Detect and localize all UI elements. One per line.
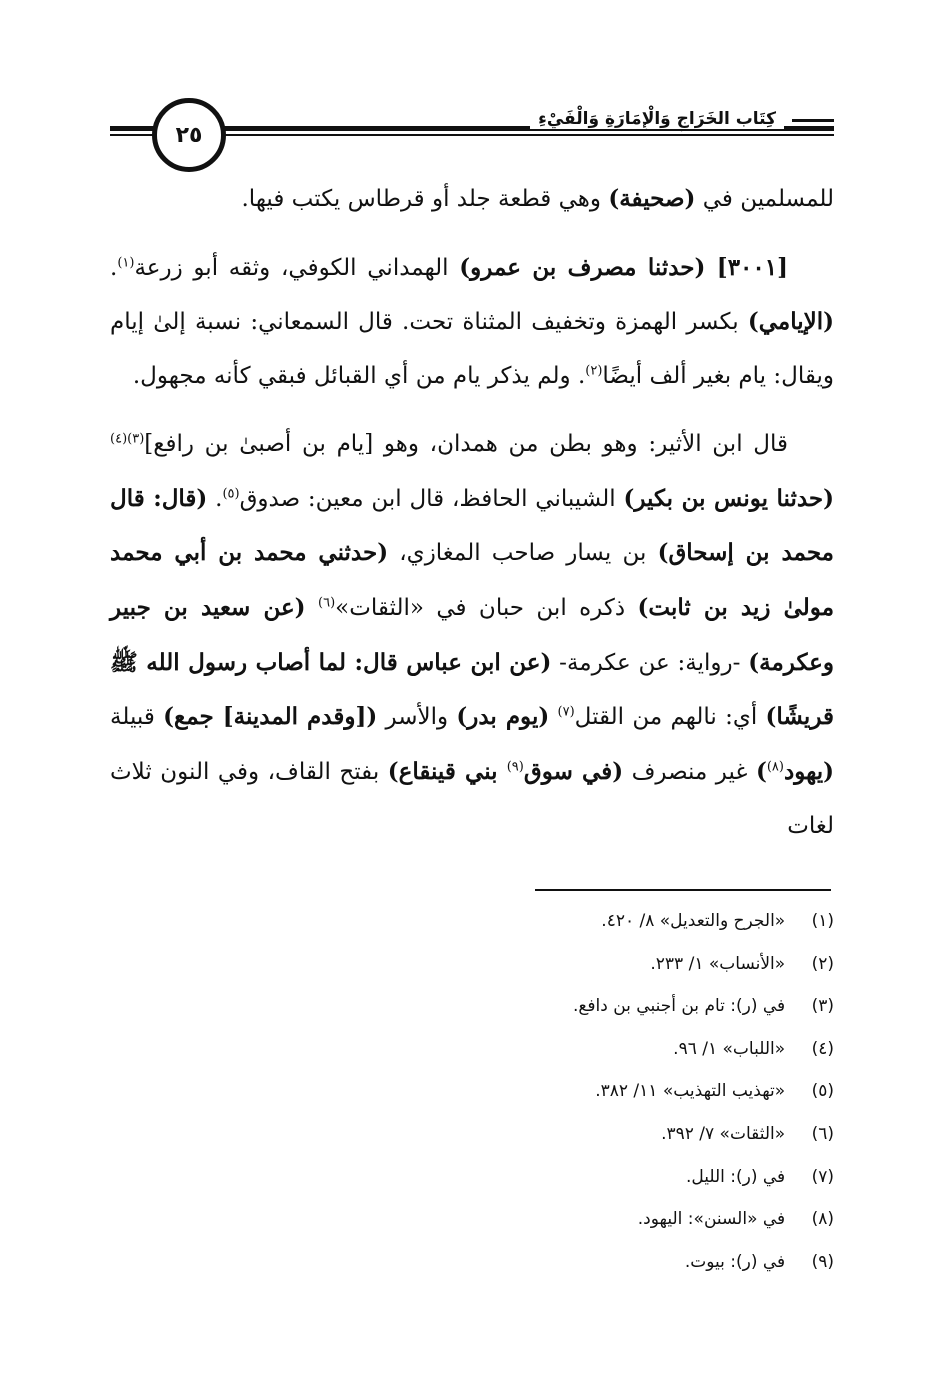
text-span: -رواية: عن عكرمة- [551,649,749,676]
footnote-item [110,1070,834,1113]
bold-term: بني قينقاع) [387,758,507,786]
text-span: بفتح القاف، وفي النون ثلاث لغات [110,759,834,839]
footnote-text: في (ر): تام بن أجنبي بن دافع. [572,996,786,1017]
footnote-text: في «السنن»: اليهود. [637,1209,786,1230]
text-span: . [110,254,118,281]
footnote-ref: (١) [117,255,135,271]
footnote-item [110,985,834,1028]
page-header [110,95,834,175]
footnote-item [110,1156,834,1199]
footnote-number: (٥) [811,1081,834,1102]
text-span: أي: نالهم من القتل [574,704,766,731]
bold-term: (قال: قال محمد بن إسحاق) [110,484,834,567]
footnote-number: (٤) [811,1038,834,1059]
text-span: للمسلمين في [695,186,834,212]
footnote-item [110,1198,834,1241]
footnote-ref: (٢) [585,363,603,379]
footnote-separator [535,889,831,891]
footnote-item [110,943,834,986]
header-rule-thin [205,134,834,136]
footnote-number: (٢) [811,953,834,974]
footnote-item [110,900,834,943]
footnote-item [110,1028,834,1071]
footnote-ref: (٩) [506,759,524,775]
footnote-item [110,1241,834,1284]
book-title: كِتَاب الخَرَاجِ وَالْإِمَارَةِ وَالْفَيْءِ [530,109,784,129]
text-span: غير منصرف [623,759,756,786]
footnotes [110,900,834,1283]
text-span: قال ابن الأثير: وهو بطن من همدان، وهو [يام بن أصبىٰ بن رافع] [144,430,788,457]
footnote-text: «الجرح والتعديل» ٨/ ٤٢٠. [601,911,786,931]
text-span [306,595,318,621]
footnote-text: «اللباب» ١/ ٩٦. [673,1038,786,1059]
bold-term: ([وقدم المدينة] جمع) [163,703,378,731]
bold-term: (عن سعيد بن جبير وعكرمة) [110,593,834,676]
footnote-ref: (٦) [318,595,336,611]
bold-term: (الإيامي) [747,308,834,336]
hadith-number-quote: [٣٠٠١] (حدثنا مصرف بن عمرو) [459,253,788,281]
header-title-tick [792,119,834,122]
footnote-text: «تهذيب التهذيب» ١١/ ٣٨٢. [595,1081,786,1102]
footnote-number: (٦) [811,1123,834,1144]
page-number: ٢٥ [152,98,226,172]
footnote-ref: (٣)(٤) [110,431,145,447]
bold-term: (حدثنا يونس بن بكير) [623,484,835,512]
footnote-item [110,1113,834,1156]
footnote-text: «الأنساب» ١/ ٢٣٣. [650,953,786,974]
text-span: بن يسار صاحب المغازي، [388,540,658,567]
bold-term: (حدثني محمد بن أبي محمد مولىٰ زيد بن ثابت) [110,539,835,621]
bold-term: ) [755,758,767,786]
text-span: الشيباني الحافظ، قال ابن معين: صدوق [239,485,624,512]
text-span: قبيلة [110,704,164,731]
text-span: وهي قطعة جلد أو قرطاس يكتب فيها. [241,186,609,212]
bold-term: (عن ابن عباس قال: لما أصاب رسول الله ﷺ قريشًا) [110,648,835,731]
bold-term: (يوم بدر) [456,703,550,731]
paragraph-1 [110,172,834,227]
main-text [110,172,834,853]
footnote-number: (٧) [811,1166,834,1187]
text-span: ذكره ابن حبان في «الثقات» [335,594,638,621]
text-span: . ولم يذكر يام من أي القبائل فبقي كأنه مجهول. [132,363,586,390]
footnote-ref: (٧) [557,704,575,720]
footnote-text: في (ر): بيوت. [684,1251,786,1272]
bold-term: (صحيفة) [608,185,696,212]
footnote-number: (٩) [811,1251,834,1272]
text-span: بكسر الهمزة وتخفيف المثناة تحت. قال السمعاني: نسبة إلىٰ إيام ويقال: يام بغير ألف أيضًا [110,309,834,390]
footnote-text: «الثقات» ٧/ ٣٩٢. [661,1123,786,1144]
footnote-text: في (ر): الليل. [685,1166,786,1187]
paragraph-2 [110,241,834,404]
text-span: والأسر [377,704,457,731]
footnote-ref: (٥) [222,485,240,501]
bold-term: (يهود [783,758,834,786]
text-span: الهمداني الكوفي، وثقه أبو زرعة [134,254,460,281]
paragraph-3 [110,418,834,854]
footnote-number: (٨) [811,1209,834,1230]
footnote-number: (٣) [811,996,834,1017]
text-span [549,704,557,730]
footnote-ref: (٨) [766,759,784,775]
footnote-number: (١) [811,911,834,931]
bold-term: (في سوق [523,758,624,786]
text-span: . [207,485,223,512]
